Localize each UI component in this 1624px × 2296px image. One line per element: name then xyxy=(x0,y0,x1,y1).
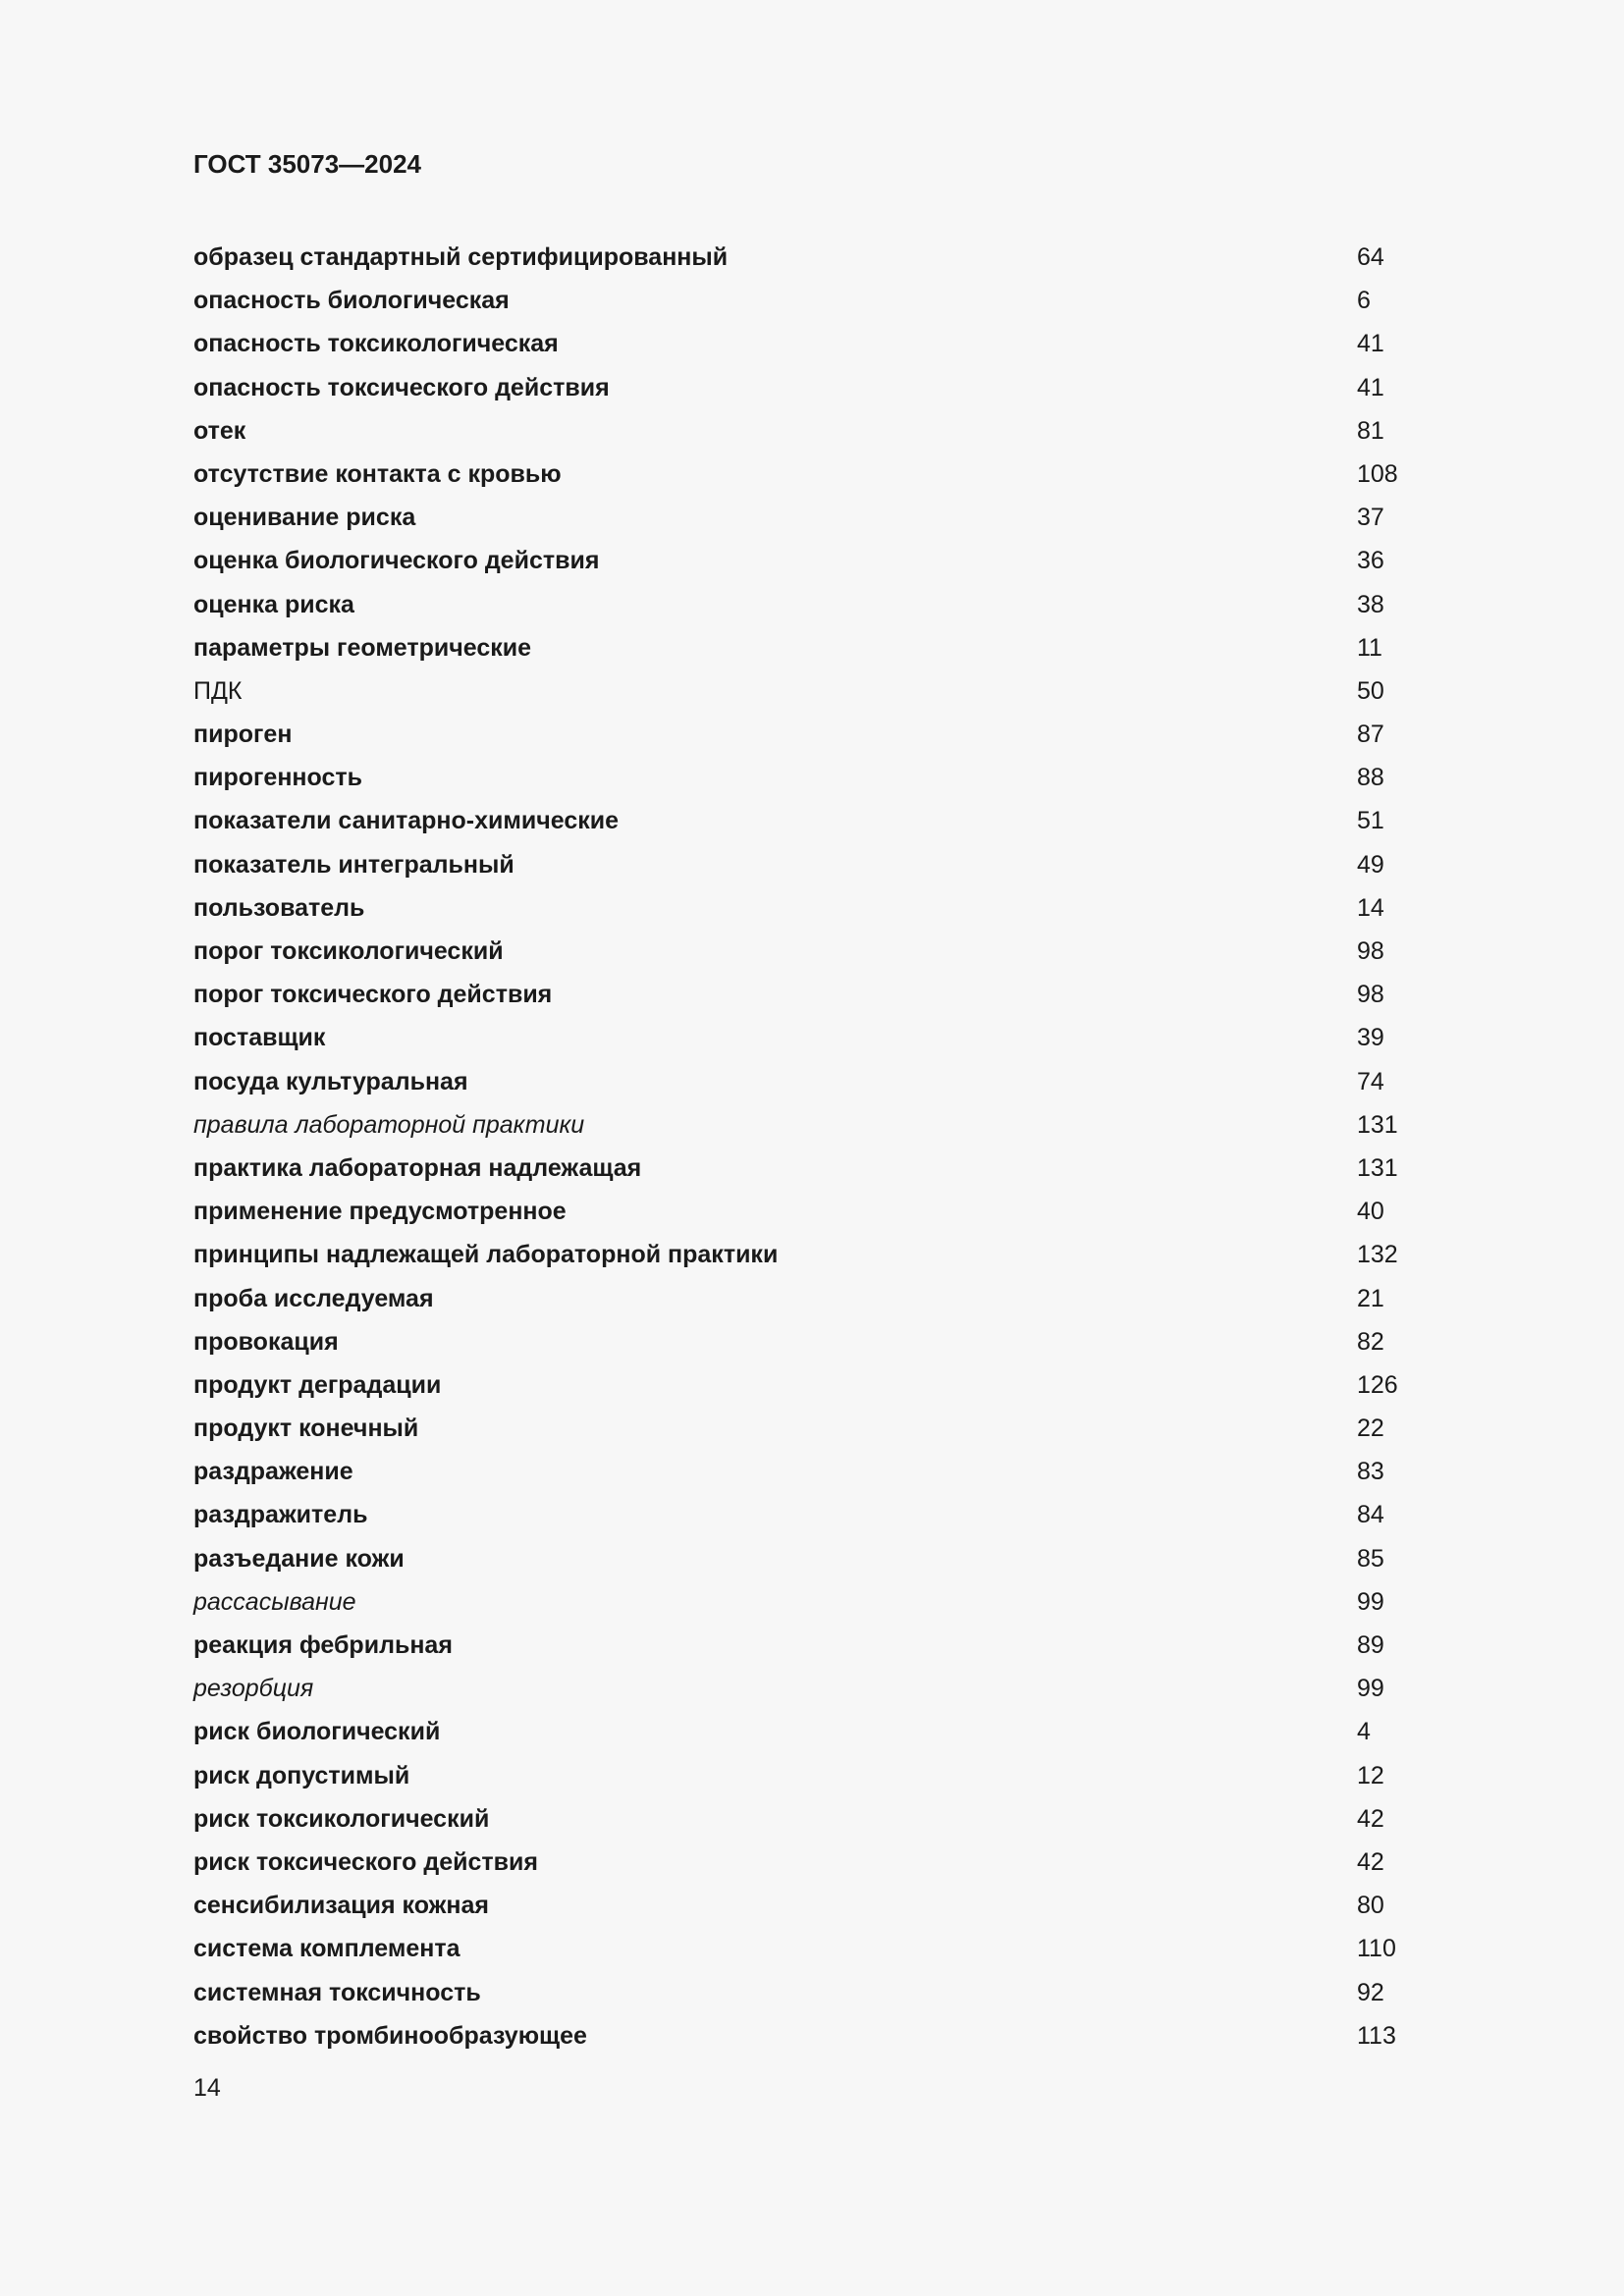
index-entry xyxy=(193,2018,1431,2061)
index-term: параметры геометрические xyxy=(193,633,532,662)
index-reference-number: 14 xyxy=(1357,893,1384,922)
index-term: провокация xyxy=(193,1327,339,1356)
index-term: отсутствие контакта с кровью xyxy=(193,459,562,488)
index-term: системная токсичность xyxy=(193,1978,481,2006)
index-term: реакция фебрильная xyxy=(193,1631,453,1659)
index-reference-number: 37 xyxy=(1357,504,1384,532)
index-entry xyxy=(193,456,1431,500)
index-reference-number: 49 xyxy=(1357,850,1384,879)
index-entry xyxy=(193,803,1431,846)
index-term: показатели санитарно-химические xyxy=(193,807,620,835)
index-entry xyxy=(193,500,1431,543)
index-term: пирогенность xyxy=(193,764,362,792)
index-entry xyxy=(193,1497,1431,1540)
index-term: пироген xyxy=(193,721,293,749)
document-header-title: ГОСТ 35073—2024 xyxy=(193,149,421,179)
index-reference-number: 99 xyxy=(1357,1587,1384,1616)
index-reference-number: 108 xyxy=(1357,459,1398,488)
index-reference-number: 81 xyxy=(1357,416,1384,445)
index-term: оценивание риска xyxy=(193,504,416,532)
index-entry xyxy=(193,673,1431,717)
index-term: принципы надлежащей лабораторной практики xyxy=(193,1241,779,1269)
index-reference-number: 21 xyxy=(1357,1284,1384,1312)
index-term: продукт деградации xyxy=(193,1370,442,1399)
index-term: риск биологический xyxy=(193,1718,441,1746)
index-entry xyxy=(193,934,1431,977)
index-entry xyxy=(193,1931,1431,1974)
index-term: раздражение xyxy=(193,1458,353,1486)
index-term: система комплемента xyxy=(193,1935,460,1963)
index-term: сенсибилизация кожная xyxy=(193,1892,489,1920)
index-reference-number: 80 xyxy=(1357,1892,1384,1920)
index-entry xyxy=(193,1194,1431,1237)
index-entry xyxy=(193,587,1431,630)
index-term: оценка риска xyxy=(193,590,354,618)
index-reference-number: 4 xyxy=(1357,1718,1371,1746)
index-term: оценка биологического действия xyxy=(193,547,600,575)
index-reference-number: 92 xyxy=(1357,1978,1384,2006)
index-term: продукт конечный xyxy=(193,1415,419,1443)
index-term: ПДК xyxy=(193,676,243,705)
index-reference-number: 6 xyxy=(1357,287,1371,315)
index-term: отек xyxy=(193,416,246,445)
index-term: опасность биологическая xyxy=(193,287,510,315)
index-term: образец стандартный сертифицированный xyxy=(193,243,729,271)
index-reference-number: 113 xyxy=(1357,2021,1396,2050)
index-reference-number: 83 xyxy=(1357,1458,1384,1486)
index-entry xyxy=(193,1367,1431,1411)
index-reference-number: 42 xyxy=(1357,1804,1384,1833)
index-entry xyxy=(193,1975,1431,2018)
index-reference-number: 132 xyxy=(1357,1241,1398,1269)
index-term: практика лабораторная надлежащая xyxy=(193,1153,642,1182)
index-term: разъедание кожи xyxy=(193,1544,405,1573)
index-reference-number: 85 xyxy=(1357,1544,1384,1573)
index-entry xyxy=(193,413,1431,456)
index-reference-number: 22 xyxy=(1357,1415,1384,1443)
index-reference-number: 11 xyxy=(1357,633,1382,662)
index-term: опасность токсикологическая xyxy=(193,330,559,358)
index-term: свойство тромбинообразующее xyxy=(193,2021,587,2050)
index-term: порог токсикологический xyxy=(193,937,504,965)
index-term: рассасывание xyxy=(193,1587,356,1616)
index-reference-number: 39 xyxy=(1357,1024,1384,1052)
index-reference-number: 126 xyxy=(1357,1370,1398,1399)
index-term: риск допустимый xyxy=(193,1761,410,1789)
index-entry xyxy=(193,630,1431,673)
index-term: пользователь xyxy=(193,893,365,922)
index-reference-number: 41 xyxy=(1357,330,1384,358)
index-reference-number: 131 xyxy=(1357,1153,1398,1182)
index-entry xyxy=(193,370,1431,413)
index-reference-number: 87 xyxy=(1357,721,1384,749)
index-reference-number: 36 xyxy=(1357,547,1384,575)
index-entry xyxy=(193,760,1431,803)
index-term: поставщик xyxy=(193,1024,326,1052)
index-entry xyxy=(193,977,1431,1020)
index-reference-number: 41 xyxy=(1357,373,1384,401)
index-reference-number: 88 xyxy=(1357,764,1384,792)
index-entry xyxy=(193,1107,1431,1150)
index-entry xyxy=(193,1671,1431,1714)
alphabetical-index-list xyxy=(193,240,1431,2061)
index-entry xyxy=(193,1411,1431,1454)
index-term: резорбция xyxy=(193,1675,314,1703)
index-term: правила лабораторной практики xyxy=(193,1110,585,1139)
index-entry xyxy=(193,1064,1431,1107)
page-number: 14 xyxy=(193,2074,221,2102)
index-entry xyxy=(193,543,1431,586)
index-reference-number: 12 xyxy=(1357,1761,1384,1789)
index-reference-number: 74 xyxy=(1357,1067,1384,1095)
index-term: раздражитель xyxy=(193,1501,368,1529)
index-entry xyxy=(193,283,1431,326)
index-term: показатель интегральный xyxy=(193,850,514,879)
index-term: порог токсического действия xyxy=(193,981,553,1009)
index-term: опасность токсического действия xyxy=(193,373,610,401)
index-term: риск токсического действия xyxy=(193,1847,539,1876)
index-entry xyxy=(193,1758,1431,1801)
index-entry xyxy=(193,890,1431,934)
index-term: применение предусмотренное xyxy=(193,1198,567,1226)
index-reference-number: 89 xyxy=(1357,1631,1384,1659)
index-reference-number: 84 xyxy=(1357,1501,1384,1529)
index-entry xyxy=(193,1020,1431,1063)
index-entry xyxy=(193,1454,1431,1497)
index-entry xyxy=(193,1844,1431,1888)
index-term: проба исследуемая xyxy=(193,1284,434,1312)
index-term: посуда культуральная xyxy=(193,1067,468,1095)
index-entry xyxy=(193,1584,1431,1628)
index-reference-number: 50 xyxy=(1357,676,1384,705)
index-reference-number: 110 xyxy=(1357,1935,1396,1963)
index-reference-number: 40 xyxy=(1357,1198,1384,1226)
index-entry xyxy=(193,326,1431,369)
index-entry xyxy=(193,240,1431,283)
index-entry xyxy=(193,1801,1431,1844)
index-reference-number: 99 xyxy=(1357,1675,1384,1703)
index-reference-number: 131 xyxy=(1357,1110,1398,1139)
index-entry xyxy=(193,1714,1431,1757)
index-reference-number: 82 xyxy=(1357,1327,1384,1356)
index-entry xyxy=(193,1628,1431,1671)
index-reference-number: 38 xyxy=(1357,590,1384,618)
index-entry xyxy=(193,1888,1431,1931)
index-entry xyxy=(193,847,1431,890)
index-entry xyxy=(193,717,1431,760)
index-reference-number: 51 xyxy=(1357,807,1384,835)
index-reference-number: 98 xyxy=(1357,981,1384,1009)
index-entry xyxy=(193,1237,1431,1280)
index-entry xyxy=(193,1324,1431,1367)
index-reference-number: 98 xyxy=(1357,937,1384,965)
index-entry xyxy=(193,1541,1431,1584)
index-entry xyxy=(193,1281,1431,1324)
index-reference-number: 64 xyxy=(1357,243,1384,271)
index-term: риск токсикологический xyxy=(193,1804,490,1833)
index-entry xyxy=(193,1150,1431,1194)
index-reference-number: 42 xyxy=(1357,1847,1384,1876)
